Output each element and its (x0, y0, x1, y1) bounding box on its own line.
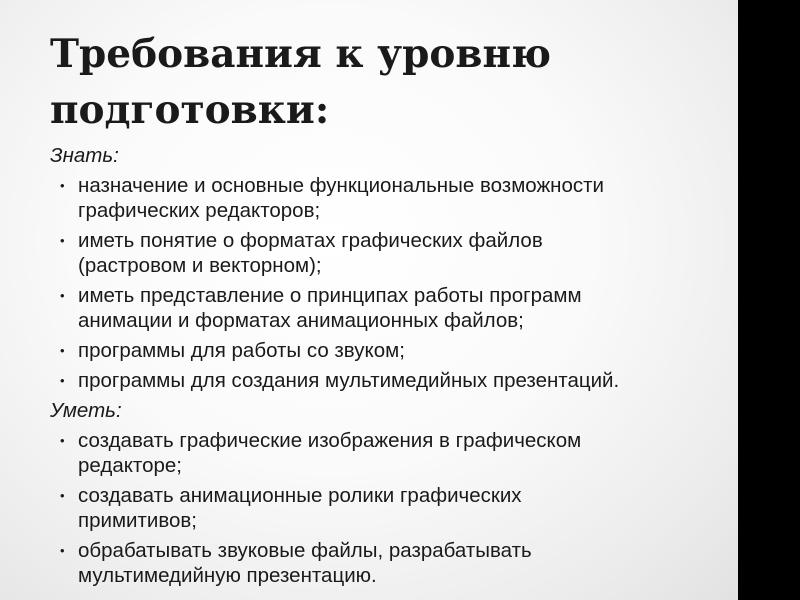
list-item-text: обрабатывать звуковые файлы, разрабатывать мультимедийную презентацию. (78, 539, 532, 587)
list-item (50, 368, 730, 393)
bullet-icon: • (60, 373, 65, 388)
list-item-text: создавать графические изображения в графическом редакторе; (78, 429, 582, 477)
list-item (50, 173, 730, 223)
list-item (50, 428, 730, 478)
bullet-icon: • (60, 288, 65, 303)
bullet-icon: • (60, 343, 65, 358)
bullet-icon: • (60, 488, 65, 503)
bullet-icon: • (60, 233, 65, 248)
slide-title: Требования к уровню подготовки: (50, 31, 551, 133)
list-item-text: программы для работы со звуком; (78, 339, 405, 362)
list-item (50, 538, 730, 588)
slide-content (50, 143, 730, 593)
list-item-text: иметь понятие о форматах графических файлов (растровом и векторном); (78, 229, 543, 277)
list-item-text: назначение и основные функциональные возможности графических редакторов; (78, 174, 604, 222)
section-label-know: Знать: (50, 144, 119, 167)
side-bar (738, 0, 800, 600)
list-item-text: создавать анимационные ролики графических примитивов; (78, 484, 522, 532)
list-item (50, 228, 730, 278)
list-item (50, 283, 730, 333)
know-list (50, 173, 730, 393)
bullet-icon: • (60, 543, 65, 558)
list-item-text: программы для создания мультимедийных презентаций. (78, 369, 620, 392)
can-list (50, 428, 730, 588)
list-item-text: иметь представление о принципах работы программ анимации и форматах анимационных файлов; (78, 284, 582, 332)
bullet-icon: • (60, 178, 65, 193)
list-item (50, 338, 730, 363)
list-item (50, 483, 730, 533)
section-label-can: Уметь: (50, 399, 122, 422)
bullet-icon: • (60, 433, 65, 448)
